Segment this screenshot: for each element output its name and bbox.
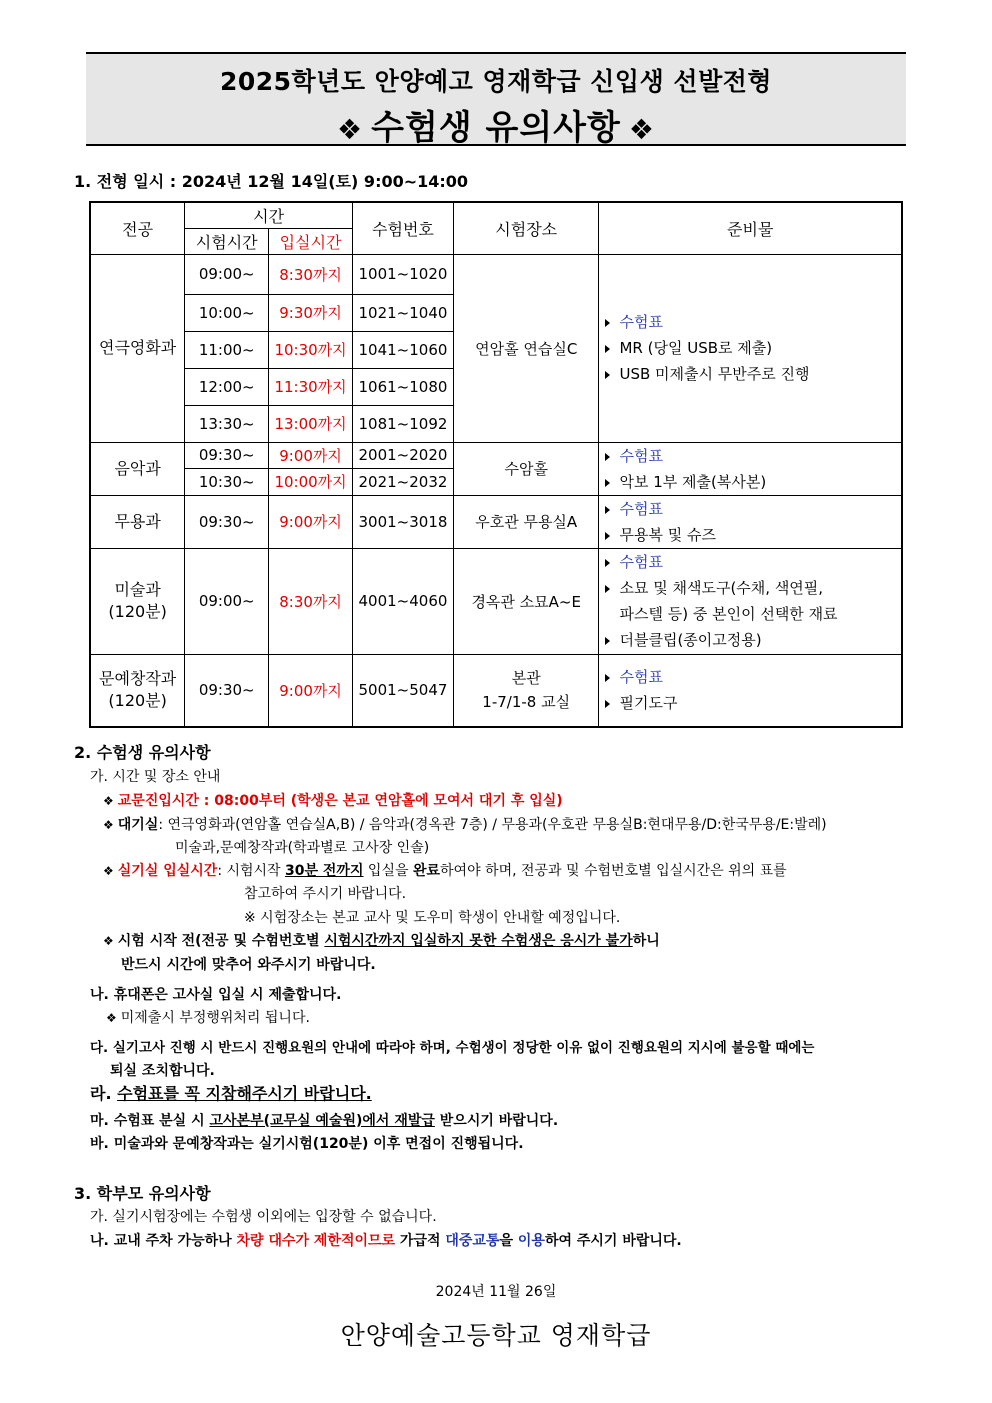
late-warning-text: 시험 시작 전(전공 및 수험번호별: [117, 933, 325, 949]
supplies-theater: [599, 254, 902, 442]
table-row: [90, 548, 902, 654]
room-time-label: 실기실 입실시간: [117, 863, 218, 879]
title-box: [86, 52, 906, 146]
exam-number-cell: 1041~1060: [352, 331, 453, 368]
exam-time-cell: 09:30~: [185, 442, 269, 469]
dept-music: 음악과: [90, 442, 185, 495]
entry-time-cell: 10:30까지: [269, 331, 353, 368]
entry-time-cell: 13:00까지: [269, 405, 353, 442]
list-item: 악보 1부 제출(복사본): [605, 469, 901, 495]
entry-time-cell: 9:00까지: [269, 495, 353, 548]
diamond-icon: ❖: [106, 1011, 117, 1025]
room-time-text: 입실을: [363, 863, 413, 879]
waiting-room-text-2: 미술과,문예창작과(학과별로 고사장 인솔): [175, 840, 430, 856]
dept-art-name: 미술과: [114, 580, 161, 599]
exam-time-cell: 11:00~: [185, 331, 269, 368]
gate-time-text: 교문진입시간 : 08:00부터 (학생은 본교 연암홀에 모여서 대기 후 입실): [117, 793, 563, 809]
supplies-dance: [599, 495, 902, 548]
item-prefix: 라.: [90, 1084, 118, 1103]
phone-note-text: 미제출시 부정행위처리 됩니다.: [120, 1010, 310, 1026]
header-exam-time: 시험시간: [185, 228, 269, 254]
list-item: 수험표: [605, 496, 901, 522]
exam-number-cell: 1021~1040: [352, 294, 453, 331]
phone-note: [106, 1007, 310, 1029]
exam-number-cell: 5001~5047: [352, 654, 453, 727]
list-item: 수험표: [605, 309, 901, 335]
entry-time-cell: 11:30까지: [269, 368, 353, 405]
entry-time-cell: 8:30까지: [269, 548, 353, 654]
header-supplies: 준비물: [599, 202, 902, 254]
list-item: MR (당일 USB로 제출): [605, 335, 901, 361]
exam-time-cell: 12:00~: [185, 368, 269, 405]
diamond-icon: ❖: [103, 794, 114, 808]
exam-number-cell: 3001~3018: [352, 495, 453, 548]
exam-number-cell: 4001~4060: [352, 548, 453, 654]
diamond-icon: ❖: [337, 113, 364, 146]
venue-music: 수암홀: [453, 442, 599, 495]
room-time-text-3: ※ 시험장소는 본교 교사 및 도우미 학생이 안내할 예정입니다.: [244, 910, 621, 926]
venue-art: 경옥관 소묘A~E: [453, 548, 599, 654]
table-row: [90, 442, 902, 469]
section2-item-ga: 가. 시간 및 장소 안내: [90, 769, 221, 785]
entry-time-cell: 9:30까지: [269, 294, 353, 331]
exam-time-cell: 10:00~: [185, 294, 269, 331]
dept-dance: 무용과: [90, 495, 185, 548]
list-item: 더블클립(종이고정용): [605, 627, 901, 653]
section3-item-na: [90, 1230, 682, 1252]
room-time-note: [103, 860, 787, 882]
exam-time-cell: 09:30~: [185, 495, 269, 548]
late-warning: [103, 930, 660, 952]
exam-time-cell: 10:30~: [185, 469, 269, 496]
room-time-deadline: 30분 전까지: [285, 863, 364, 879]
list-item: USB 미제출시 무반주로 진행: [605, 361, 901, 387]
supplies-writing: [599, 654, 902, 727]
section2-item-ba: 바. 미술과와 문예창작과는 실기시험(120분) 이후 면접이 진행됩니다.: [90, 1136, 524, 1152]
room-time-text: 하여야 하며, 전공과 및 수험번호별 입실시간은 위의 표를: [440, 863, 787, 879]
header-time: 시간: [185, 202, 353, 228]
list-item-continued: 파스텔 등) 중 본인이 선택한 재료: [619, 605, 838, 623]
exam-number-cell: 2021~2032: [352, 469, 453, 496]
venue-theater: 연암홀 연습실C: [453, 254, 599, 442]
list-item: 무용복 및 슈즈: [605, 522, 901, 548]
dept-writing: [90, 654, 185, 727]
supplies-music: [599, 442, 902, 495]
exam-time-cell: 09:00~: [185, 254, 269, 294]
diamond-icon: ❖: [103, 934, 114, 948]
section2-heading: 2. 수험생 유의사항: [74, 743, 211, 762]
public-transport: 대중교통: [445, 1233, 500, 1249]
diamond-icon: ❖: [103, 818, 114, 832]
dept-writing-duration: (120분): [108, 691, 167, 711]
section3-item-ga: 가. 실기시험장에는 수험생 이외에는 입장할 수 없습니다.: [90, 1209, 437, 1225]
dept-art: [90, 548, 185, 654]
venue-writing: [453, 654, 599, 727]
reissue-location: 고사본부(교무실 예술원)에서 재발급: [209, 1113, 435, 1129]
issue-date: 2024년 11월 26일: [435, 1284, 557, 1300]
venue-writing-rooms: 1-7/1-8 교실: [482, 693, 571, 712]
item-text: 나. 교내 주차 가능하나: [90, 1233, 237, 1249]
exam-number-cell: 1001~1020: [352, 254, 453, 294]
list-item: 필기도구: [605, 690, 901, 716]
list-item: 수험표: [605, 443, 901, 469]
title-sub-text: 수험생 유의사항: [371, 108, 621, 148]
item-text: 하여 주시기 바랍니다.: [544, 1233, 682, 1249]
late-warning-2: 반드시 시간에 맞추어 와주시기 바랍니다.: [121, 957, 376, 973]
entry-time-cell: 8:30까지: [269, 254, 353, 294]
gate-time-note: [103, 790, 563, 812]
venue-writing-building: 본관: [511, 669, 541, 688]
header-exam-number: 수험번호: [352, 202, 453, 254]
table-row: [90, 254, 902, 294]
dept-art-duration: (120분): [108, 602, 167, 621]
room-time-complete: 완료: [412, 863, 441, 879]
exam-number-cell: 1061~1080: [352, 368, 453, 405]
header-venue: 시험장소: [453, 202, 599, 254]
supplies-art: [599, 548, 902, 654]
late-warning-text: 하니: [632, 933, 660, 949]
section2-item-ra: [90, 1083, 372, 1105]
item-text: 마. 수험표 분실 시: [90, 1113, 210, 1129]
item-text: 을: [499, 1233, 518, 1249]
use-text: 이용: [517, 1233, 545, 1249]
entry-time-cell: 10:00까지: [269, 469, 353, 496]
header-entry-time: 입실시간: [269, 228, 353, 254]
parking-limit: 차량 대수가 제한적이므로: [236, 1233, 396, 1249]
entry-time-cell: 9:00까지: [269, 442, 353, 469]
room-time-text: : 시험시작: [217, 863, 286, 879]
late-warning-emphasis: 시험시간까지 입실하지 못한 수험생은 응시가 불가: [324, 933, 633, 949]
venue-dance: 우호관 무용실A: [453, 495, 599, 548]
table-row: [90, 654, 902, 727]
item-text: 받으시기 바랍니다.: [434, 1113, 559, 1129]
exam-time-cell: 09:30~: [185, 654, 269, 727]
waiting-room-label: 대기실: [117, 817, 159, 833]
exam-number-cell: 2001~2020: [352, 442, 453, 469]
dept-writing-name: 문예창작과: [98, 669, 177, 689]
section2-item-da-2: 퇴실 조치합니다.: [110, 1063, 215, 1079]
section1-heading: 1. 전형 일시 : 2024년 12월 14일(토) 9:00~14:00: [74, 172, 469, 191]
bring-ticket-note: 수험표를 꼭 지참해주시기 바랍니다.: [117, 1084, 372, 1103]
dept-theater: 연극영화과: [90, 254, 185, 442]
list-item: 수험표: [605, 549, 901, 575]
section2-item-ma: [90, 1110, 558, 1132]
table-row: [90, 495, 902, 548]
school-name: 안양예술고등학교 영재학급: [340, 1321, 652, 1350]
exam-time-cell: 13:30~: [185, 405, 269, 442]
title-main: 2025학년도 안양예고 영재학급 신입생 선발전형: [219, 67, 773, 96]
waiting-room-text: : 연극영화과(연암홀 연습실A,B) / 음악과(경옥관 7층) / 무용과(우호관 무용실B:현대무용/D:한국무용/E:발레): [158, 817, 827, 833]
schedule-table: [89, 201, 903, 728]
waiting-room-note: [103, 814, 827, 836]
diamond-icon: ❖: [103, 864, 114, 878]
exam-number-cell: 1081~1092: [352, 405, 453, 442]
exam-time-cell: 09:00~: [185, 548, 269, 654]
list-item: 수험표: [605, 664, 901, 690]
entry-time-cell: 9:00까지: [269, 654, 353, 727]
item-text: 가급적: [395, 1233, 446, 1249]
room-time-text-2: 참고하여 주시기 바랍니다.: [244, 886, 407, 902]
section3-heading: 3. 학부모 유의사항: [74, 1184, 211, 1203]
section2-item-na: 나. 휴대폰은 고사실 입실 시 제출합니다.: [90, 987, 342, 1003]
section2-item-da: 다. 실기고사 진행 시 반드시 진행요원의 안내에 따라야 하며, 수험생이 정당한 이유 없이 진행요원의 지시에 불응할 때에는: [90, 1040, 815, 1056]
header-major: 전공: [90, 202, 185, 254]
title-sub: [86, 100, 906, 149]
diamond-icon: ❖: [628, 113, 655, 146]
list-item: 소묘 및 채색도구(수채, 색연필,: [605, 575, 901, 601]
